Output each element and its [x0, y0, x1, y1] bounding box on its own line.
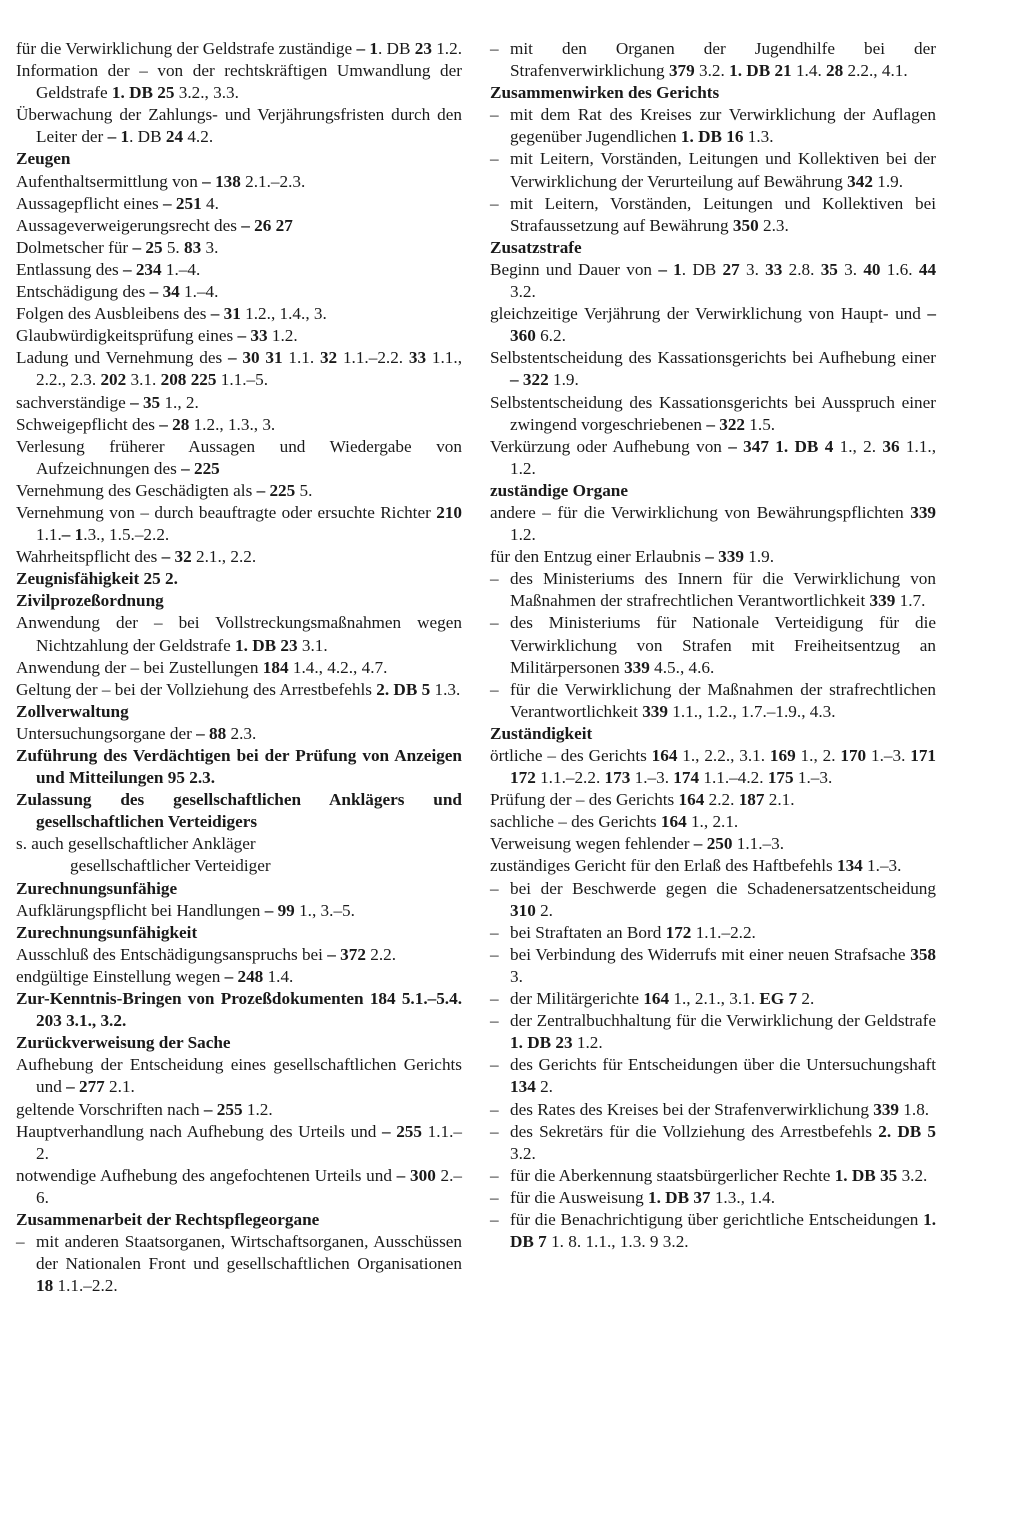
index-entry: – mit dem Rat des Kreises zur Verwirklichung der Auflagen gegenüber Jugendlichen 1. DB 16 1.3.: [490, 104, 936, 148]
index-entry: – bei Verbindung des Widerrufs mit einer neuen Strafsache 358 3.: [490, 944, 936, 988]
index-column-left: [16, 38, 462, 1297]
index-entry: Entlassung des – 234 1.–4.: [16, 259, 201, 279]
index-entry: – des Sekretärs für die Vollziehung des Arrestbefehls 2. DB 5 3.2.: [490, 1121, 936, 1165]
index-entry: Folgen des Ausbleibens des – 31 1.2., 1.4., 3.: [16, 304, 327, 324]
index-entry: Vernehmung von – durch beauftragte oder ersuchte Richter 210 1.1.– 1.3., 1.5.–2.2.: [16, 502, 462, 545]
index-entry: – bei der Beschwerde gegen die Schadenersatzentscheidung 310 2.: [490, 878, 936, 922]
index-entry: s. auch gesellschaftlicher Ankläger: [16, 834, 256, 854]
index-heading: Zusatzstrafe: [490, 237, 582, 257]
index-entry: Aussageverweigerungsrecht des – 26 27: [16, 215, 293, 235]
index-entry: – für die Benachrichtigung über gerichtliche Entscheidungen 1. DB 7 1. 8. 1.1., 1.3. 9 3.2.: [490, 1209, 936, 1253]
index-entry: Geltung der – bei der Vollziehung des Arrestbefehls 2. DB 5 1.3.: [16, 679, 461, 699]
index-entry: Anwendung der – bei Zustellungen 184 1.4., 4.2., 4.7.: [16, 657, 388, 677]
index-entry: – für die Verwirklichung der Maßnahmen der strafrechtlichen Verantwortlichkeit 339 1.1., 1.2., 1.7.–1.9., 4.3.: [490, 679, 936, 723]
index-heading: Zulassung des gesellschaftlichen Anklägers und gesellschaftlichen Verteidigers: [16, 790, 462, 832]
index-entry: zuständiges Gericht für den Erlaß des Haftbefehls 134 1.–3.: [490, 856, 902, 876]
index-entry: Selbstentscheidung des Kassationsgerichts bei Ausspruch einer zwingend vorgeschriebenen – 322 1.5.: [490, 392, 936, 434]
index-entry: – des Ministeriums des Innern für die Verwirklichung von Maßnahmen der strafrechtlichen Verantwortlichkeit 339 1.7.: [490, 568, 936, 612]
index-heading: Zurückverweisung der Sache: [16, 1033, 231, 1053]
index-entry: geltende Vorschriften nach – 255 1.2.: [16, 1099, 273, 1119]
index-entry: Untersuchungsorgane der – 88 2.3.: [16, 723, 257, 743]
index-entry: Prüfung der – des Gerichts 164 2.2. 187 2.1.: [490, 790, 795, 810]
index-heading: Zollverwaltung: [16, 701, 129, 721]
index-entry: Dolmetscher für – 25 5. 83 3.: [16, 237, 219, 257]
index-heading: Zuführung des Verdächtigen bei der Prüfung von Anzeigen und Mitteilungen 95 2.3.: [16, 746, 462, 788]
index-entry: endgültige Einstellung wegen – 248 1.4.: [16, 966, 294, 986]
index-heading: Zusammenwirken des Gerichts: [490, 83, 720, 103]
index-heading: Zivilprozeßordnung: [16, 591, 164, 611]
index-entry: – mit Leitern, Vorständen, Leitungen und Kollektiven bei Strafaussetzung auf Bewährung 350 2.3.: [490, 193, 936, 237]
index-entry: Wahrheitspflicht des – 32 2.1., 2.2.: [16, 547, 257, 567]
index-entry: gesellschaftlicher Verteidiger: [70, 856, 271, 876]
index-entry: Hauptverhandlung nach Aufhebung des Urteils und – 255 1.1.–2.: [16, 1121, 463, 1163]
index-entry: notwendige Aufhebung des angefochtenen Urteils und – 300 2.–6.: [16, 1165, 463, 1207]
index-column-right: [490, 38, 936, 1253]
index-entry: Selbstentscheidung des Kassationsgerichts bei Aufhebung einer – 322 1.9.: [490, 348, 936, 390]
index-entry: Überwachung der Zahlungs- und Verjährungsfristen durch den Leiter der – 1. DB 24 4.2.: [16, 105, 462, 147]
index-entry: Verweisung wegen fehlender – 250 1.1.–3.: [490, 834, 785, 854]
index-entry: – mit anderen Staatsorganen, Wirtschaftsorganen, Ausschüssen der Nationalen Front und gesellschaftlichen Organisationen 18 1.1.–2.2.: [16, 1231, 462, 1297]
index-entry: Anwendung der – bei Vollstreckungsmaßnahmen wegen Nichtzahlung der Geldstrafe 1. DB 23 3.1.: [16, 613, 462, 655]
index-entry: – mit den Organen der Jugendhilfe bei der Strafenverwirklichung 379 3.2. 1. DB 21 1.4. 28 2.2., 4.1.: [490, 38, 936, 82]
index-heading: Zeugen: [16, 149, 71, 169]
index-heading: Zusammenarbeit der Rechtspflegeorgane: [16, 1209, 320, 1229]
index-entry: – für die Ausweisung 1. DB 37 1.3., 1.4.: [490, 1187, 936, 1209]
index-entry: Verlesung früherer Aussagen und Wiedergabe von Aufzeichnungen des – 225: [16, 436, 462, 478]
index-entry: Beginn und Dauer von – 1. DB 27 3. 33 2.8. 35 3. 40 1.6. 44 3.2.: [490, 259, 937, 302]
index-entry: – der Militärgerichte 164 1., 2.1., 3.1. EG 7 2.: [490, 988, 936, 1010]
index-heading: Zuständigkeit: [490, 723, 593, 743]
index-entry: andere – für die Verwirklichung von Bewährungspflichten 339 1.2.: [490, 502, 936, 545]
index-heading: Zurechnungsunfähigkeit: [16, 922, 198, 942]
index-entry: Aufhebung der Entscheidung eines gesellschaftlichen Gerichts und – 277 2.1.: [16, 1055, 462, 1097]
index-entry: Aufklärungspflicht bei Handlungen – 99 1., 3.–5.: [16, 900, 355, 920]
index-entry: Ladung und Vernehmung des – 30 31 1.1. 32 1.1.–2.2. 33 1.1., 2.2., 2.3. 202 3.1. 208 225 1.1.–5.: [16, 348, 462, 390]
index-entry: gleichzeitige Verjährung der Verwirklichung von Haupt- und – 360 6.2.: [490, 304, 936, 346]
index-entry: sachliche – des Gerichts 164 1., 2.1.: [490, 812, 739, 832]
index-entry: Vernehmung des Geschädigten als – 225 5.: [16, 480, 313, 500]
index-entry: Aussagepflicht eines – 251 4.: [16, 193, 219, 213]
index-heading: Zeugnisfähigkeit 25 2.: [16, 569, 178, 589]
index-entry: örtliche – des Gerichts 164 1., 2.2., 3.1. 169 1., 2. 170 1.–3. 171 172 1.1.–2.2. 173 1.–3. 174 1.1.–4.2. 175 1.–3.: [490, 746, 937, 788]
index-entry: – des Ministeriums für Nationale Verteidigung für die Verwirklichung von Strafen mit Freiheitsentzug an Militärpersonen 339 4.5., 4.6.: [490, 612, 936, 678]
index-entry: Glaubwürdigkeitsprüfung eines – 33 1.2.: [16, 326, 298, 346]
index-entry: – der Zentralbuchhaltung für die Verwirklichung der Geldstrafe 1. DB 23 1.2.: [490, 1010, 936, 1054]
index-heading: Zurechnungsunfähige: [16, 878, 178, 898]
index-entry: Entschädigung des – 34 1.–4.: [16, 282, 219, 302]
index-heading: zuständige Organe: [490, 480, 628, 500]
index-entry: Aufenthaltsermittlung von – 138 2.1.–2.3.: [16, 171, 306, 191]
index-entry: für die Verwirklichung der Geldstrafe zuständige – 1. DB 23 1.2.: [16, 39, 462, 58]
index-entry: für den Entzug einer Erlaubnis – 339 1.9.: [490, 547, 774, 567]
index-entry: Schweigepflicht des – 28 1.2., 1.3., 3.: [16, 414, 276, 434]
index-entry: – des Rates des Kreises bei der Strafenverwirklichung 339 1.8.: [490, 1099, 936, 1121]
index-heading: Zur-Kenntnis-Bringen von Prozeßdokumenten 184 5.1.–5.4. 203 3.1., 3.2.: [16, 989, 462, 1031]
index-entry: – für die Aberkennung staatsbürgerlicher Rechte 1. DB 35 3.2.: [490, 1165, 936, 1187]
index-entry: – bei Straftaten an Bord 172 1.1.–2.2.: [490, 922, 936, 944]
index-entry: Verkürzung oder Aufhebung von – 347 1. DB 4 1., 2. 36 1.1., 1.2.: [490, 436, 937, 478]
index-entry: sachverständige – 35 1., 2.: [16, 392, 199, 412]
index-entry: – des Gerichts für Entscheidungen über die Untersuchungshaft 134 2.: [490, 1054, 936, 1098]
index-entry: – mit Leitern, Vorständen, Leitungen und Kollektiven bei der Verwirklichung der Verurteilung auf Bewährung 342 1.9.: [490, 148, 936, 192]
index-entry: Ausschluß des Entschädigungsanspruchs bei – 372 2.2.: [16, 944, 396, 964]
index-entry: Information der – von der rechtskräftigen Umwandlung der Geldstrafe 1. DB 25 3.2., 3.3.: [16, 61, 462, 103]
